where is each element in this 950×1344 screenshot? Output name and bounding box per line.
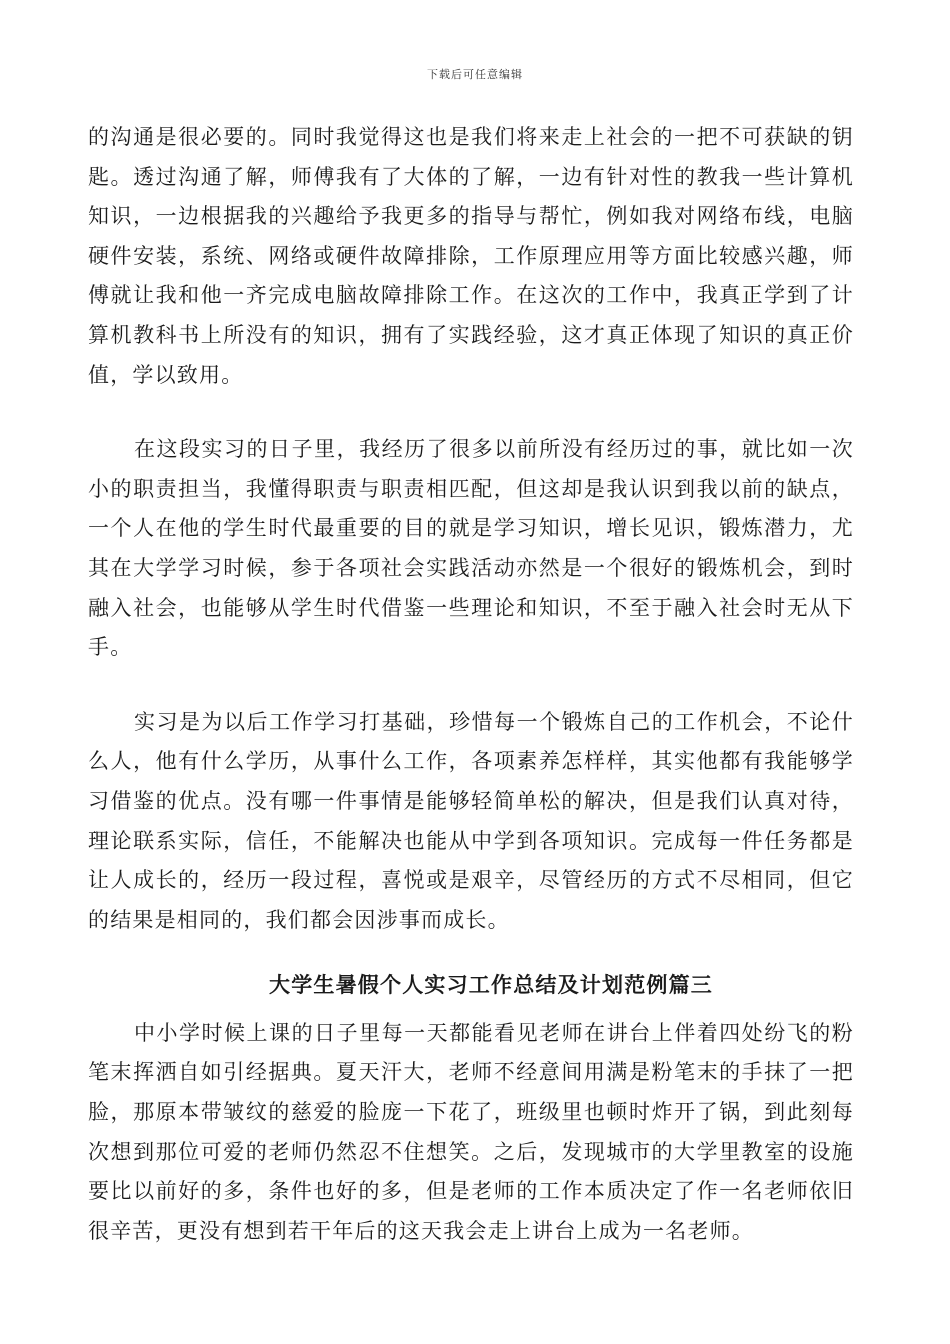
section-title: 大学生暑假个人实习工作总结及计划范例篇三	[269, 972, 713, 998]
page-header: 下载后可任意编辑	[427, 68, 523, 81]
document-body	[88, 118, 854, 1251]
section-paragraph-1: 中小学时候上课的日子里每一天都能看见老师在讲台上伴着四处纷飞的粉笔末挥洒自如引经据典。夏天汗大，老师不经意间用满是粉笔末的手抹了一把脸，那原本带皱纹的慈爱的脸庞一下花了，班级里也顿时炸开了锅，到此刻每次想到那位可爱的老师仍然忍不住想笑。之后，发现城市的大学里教室的设施要比以前好的多，条件也好的多，但是老师的工作本质决定了作一名老师依旧很辛苦，更没有想到若干年后的这天我会走上讲台上成为一名老师。	[88, 1020, 854, 1243]
body-paragraph-3: 实习是为以后工作学习打基础，珍惜每一个锻炼自己的工作机会，不论什么人，他有什么学历，从事什么工作，各项素养怎样样，其实他都有我能够学习借鉴的优点。没有哪一件事情是能够轻简单松的解决，但是我们认真对待，理论联系实际，信任，不能解决也能从中学到各项知识。完成每一件任务都是让人成长的，经历一段过程，喜悦或是艰辛，尽管经历的方式不尽相同，但它的结果是相同的，我们都会因涉事而成长。	[88, 709, 854, 932]
body-paragraph-2: 在这段实习的日子里，我经历了很多以前所没有经历过的事，就比如一次小的职责担当，我懂得职责与职责相匹配，但这却是我认识到我以前的缺点，一个人在他的学生时代最重要的目的就是学习知识，增长见识，锻炼潜力，尤其在大学学习时候，参于各项社会实践活动亦然是一个很好的锻炼机会，到时融入社会，也能够从学生时代借鉴一些理论和知识，不至于融入社会时无从下手。	[88, 437, 854, 660]
body-paragraph-1: 的沟通是很必要的。同时我觉得这也是我们将来走上社会的一把不可获缺的钥匙。透过沟通了解，师傅我有了大体的了解，一边有针对性的教我一些计算机知识，一边根据我的兴趣给予我更多的指导与帮忙，例如我对网络布线，电脑硬件安装，系统、网络或硬件故障排除，工作原理应用等方面比较感兴趣，师傅就让我和他一齐完成电脑故障排除工作。在这次的工作中，我真正学到了计算机教科书上所没有的知识，拥有了实践经验，这才真正体现了知识的真正价值，学以致用。	[88, 125, 854, 387]
